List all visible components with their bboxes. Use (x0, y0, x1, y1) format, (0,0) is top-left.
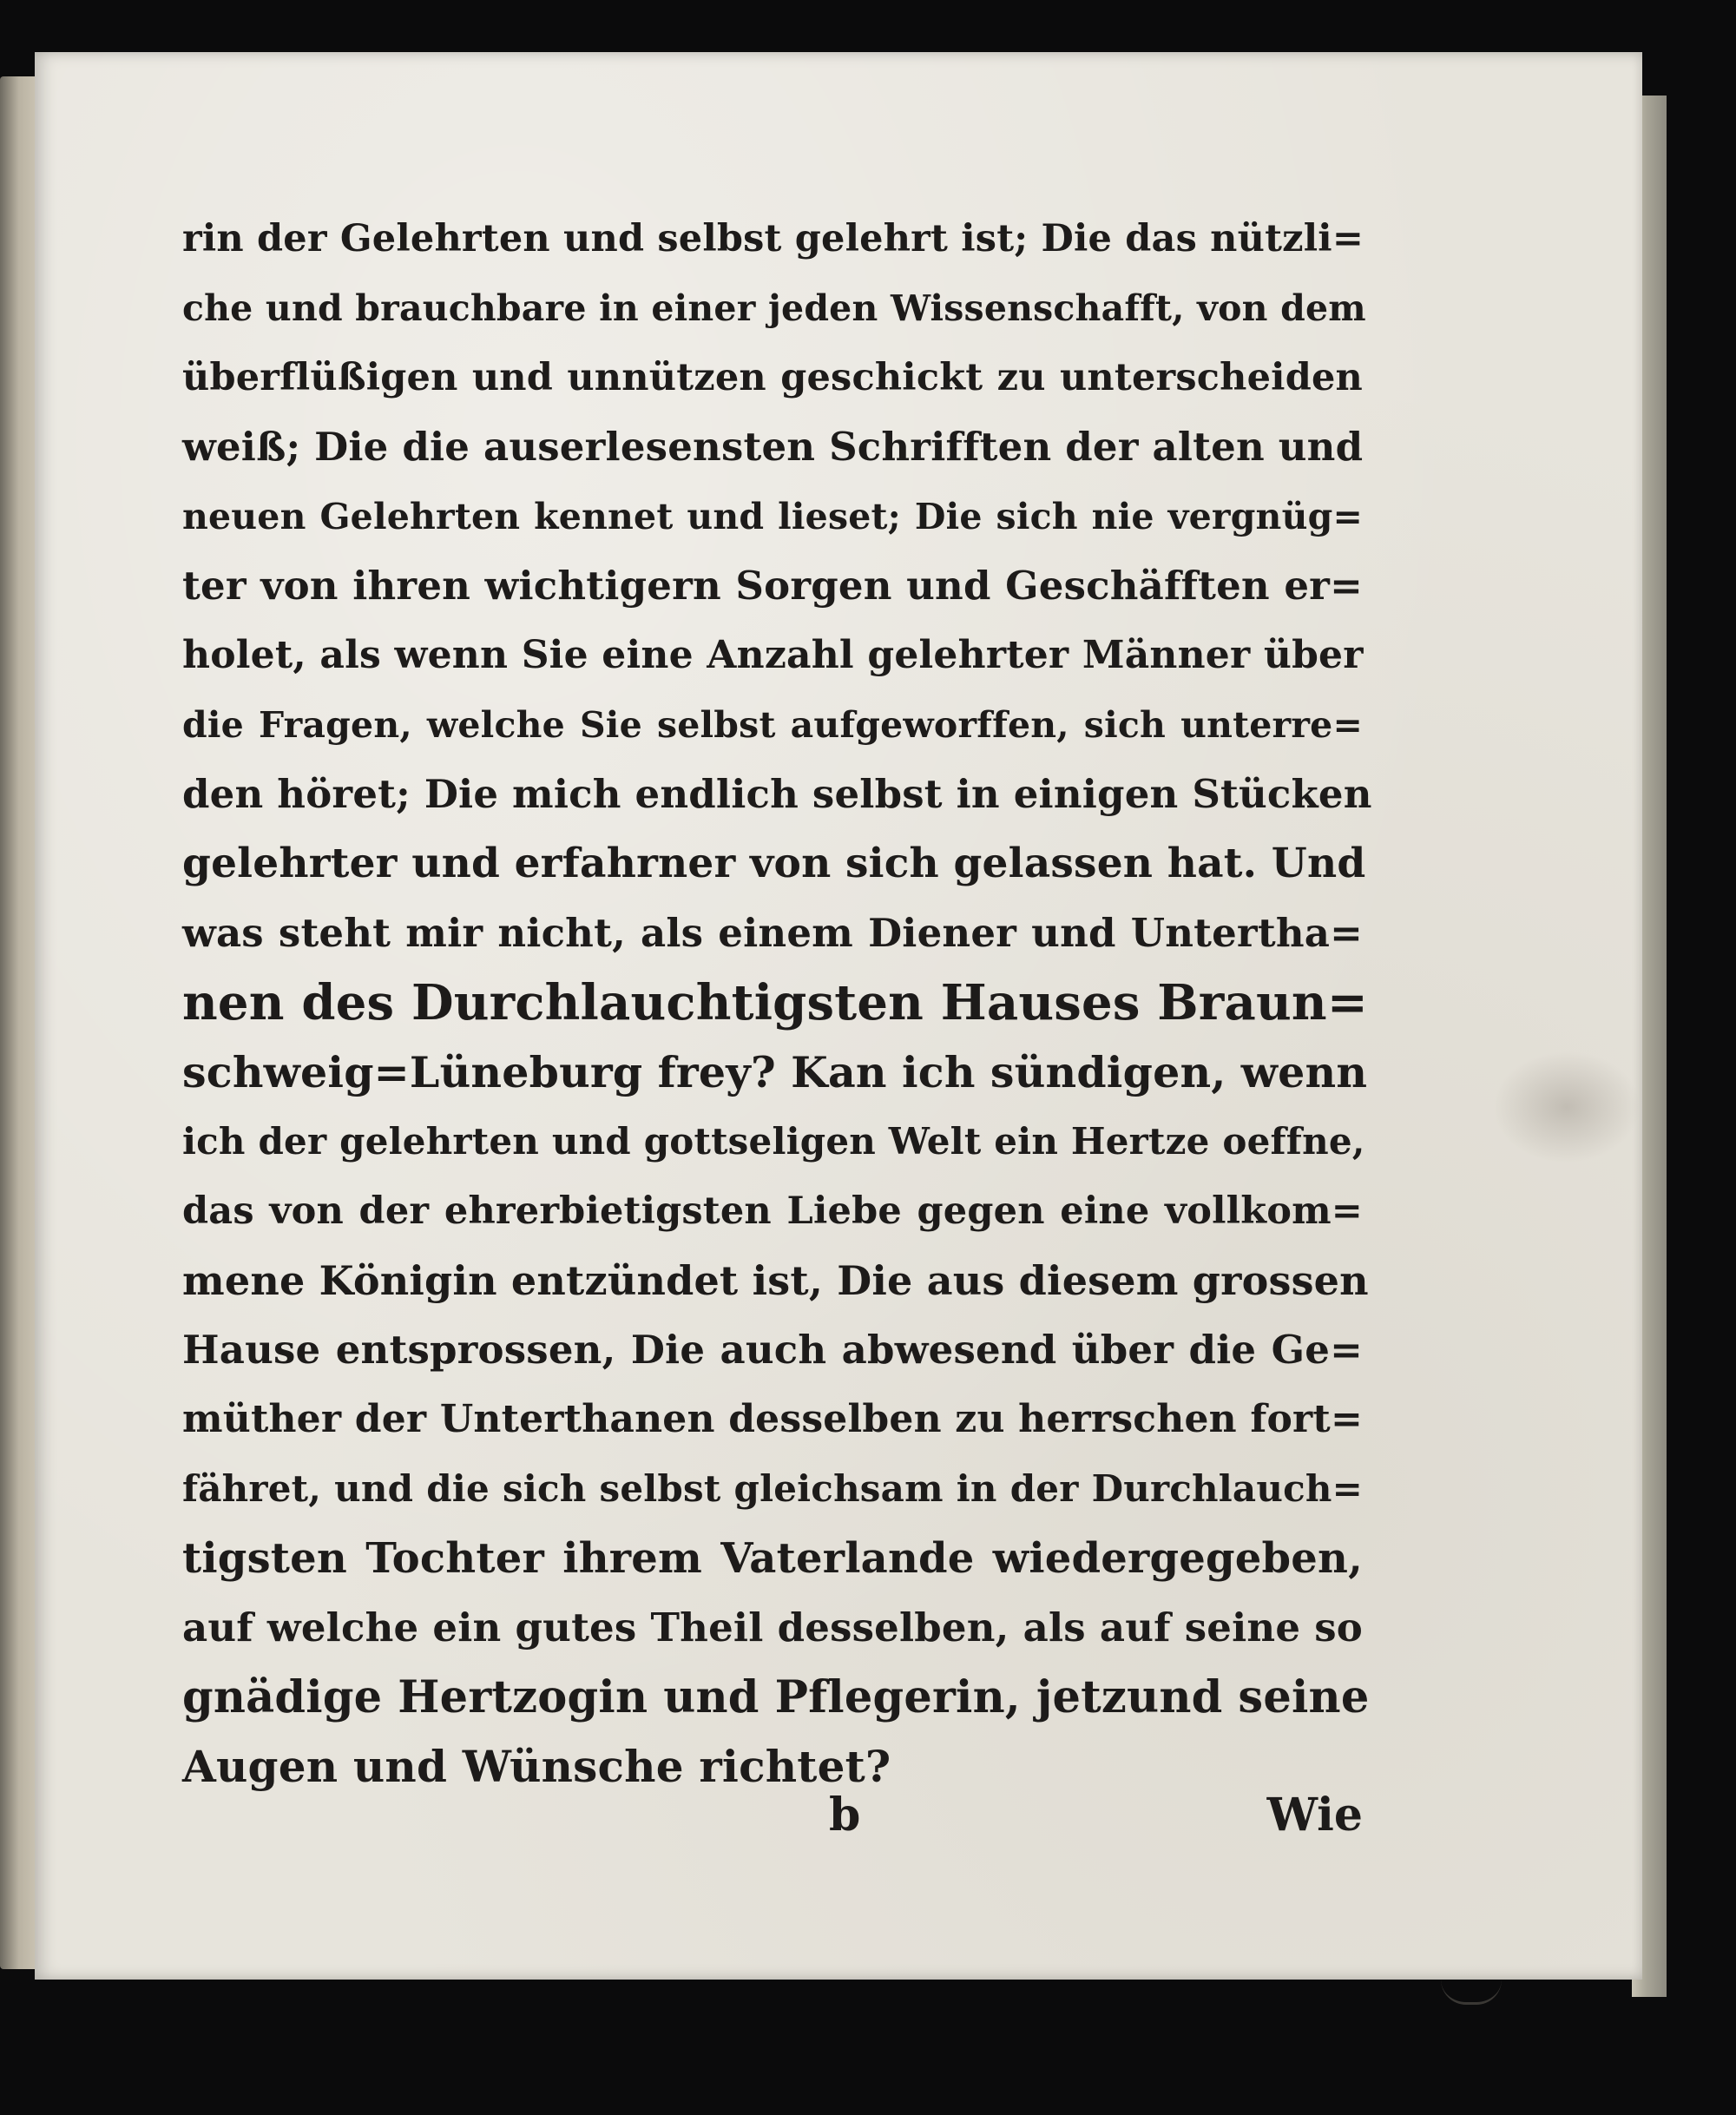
page-smudge (1493, 1051, 1641, 1163)
text-line: tigsten Tochter ihrem Vaterlande wiedergegeben, (182, 1534, 1363, 1583)
text-line: schweig=Lüneburg frey? Kan ich sündigen, wenn (182, 1047, 1368, 1097)
text-line: fähret, und die sich selbst gleichsam in der Durchlauch= (182, 1467, 1363, 1510)
catchword: Wie (1266, 1789, 1363, 1842)
text-line: gelehrter und erfahrner von sich gelassen hat. Und (182, 840, 1366, 887)
text-line: auf welche ein gutes Theil desselben, als auf seine so (182, 1604, 1363, 1650)
text-line: den höret; Die mich endlich selbst in einigen Stücken (182, 771, 1372, 817)
text-line: gnädige Hertzogin und Pflegerin, jetzund seine (182, 1671, 1370, 1723)
ink-mark (1441, 1980, 1502, 2005)
text-line: nen des Durchlauchtigsten Hauses Braun= (182, 974, 1368, 1031)
text-line: Augen und Wünsche richtet? (182, 1741, 891, 1792)
text-line: holet, als wenn Sie eine Anzahl gelehrter Männer über (182, 633, 1364, 677)
text-line: che und brauchbare in einer jeden Wissenschafft, von dem (182, 287, 1366, 329)
text-line: rin der Gelehrten und selbst gelehrt ist; Die das nützli= (182, 217, 1364, 260)
body-text (182, 204, 1372, 1802)
text-line: überflüßigen und unnützen geschickt zu unterscheiden (182, 356, 1363, 399)
text-line: neuen Gelehrten kennet und lieset; Die sich nie vergnüg= (182, 496, 1363, 537)
text-line: die Fragen, welche Sie selbst aufgeworffen, sich unterre= (182, 704, 1363, 746)
text-line: Hause entsprossen, Die auch abwesend über die Ge= (182, 1327, 1363, 1373)
text-line: ich der gelehrten und gottseligen Welt ein Hertze oeffne, (182, 1120, 1365, 1163)
text-line: das von der ehrerbietigsten Liebe gegen eine vollkom= (182, 1189, 1363, 1233)
text-line: ter von ihren wichtigern Sorgen und Geschäfften er= (182, 563, 1363, 609)
signature-mark: b (829, 1789, 861, 1842)
text-line: weiß; Die die auserlesensten Schrifften der alten und (182, 424, 1364, 470)
text-line: was steht mir nicht, als einem Diener und Untertha= (182, 910, 1363, 956)
text-line: müther der Unterthanen desselben zu herrschen fort= (182, 1397, 1364, 1441)
text-line: mene Königin entzündet ist, Die aus diesem grossen (182, 1257, 1369, 1304)
